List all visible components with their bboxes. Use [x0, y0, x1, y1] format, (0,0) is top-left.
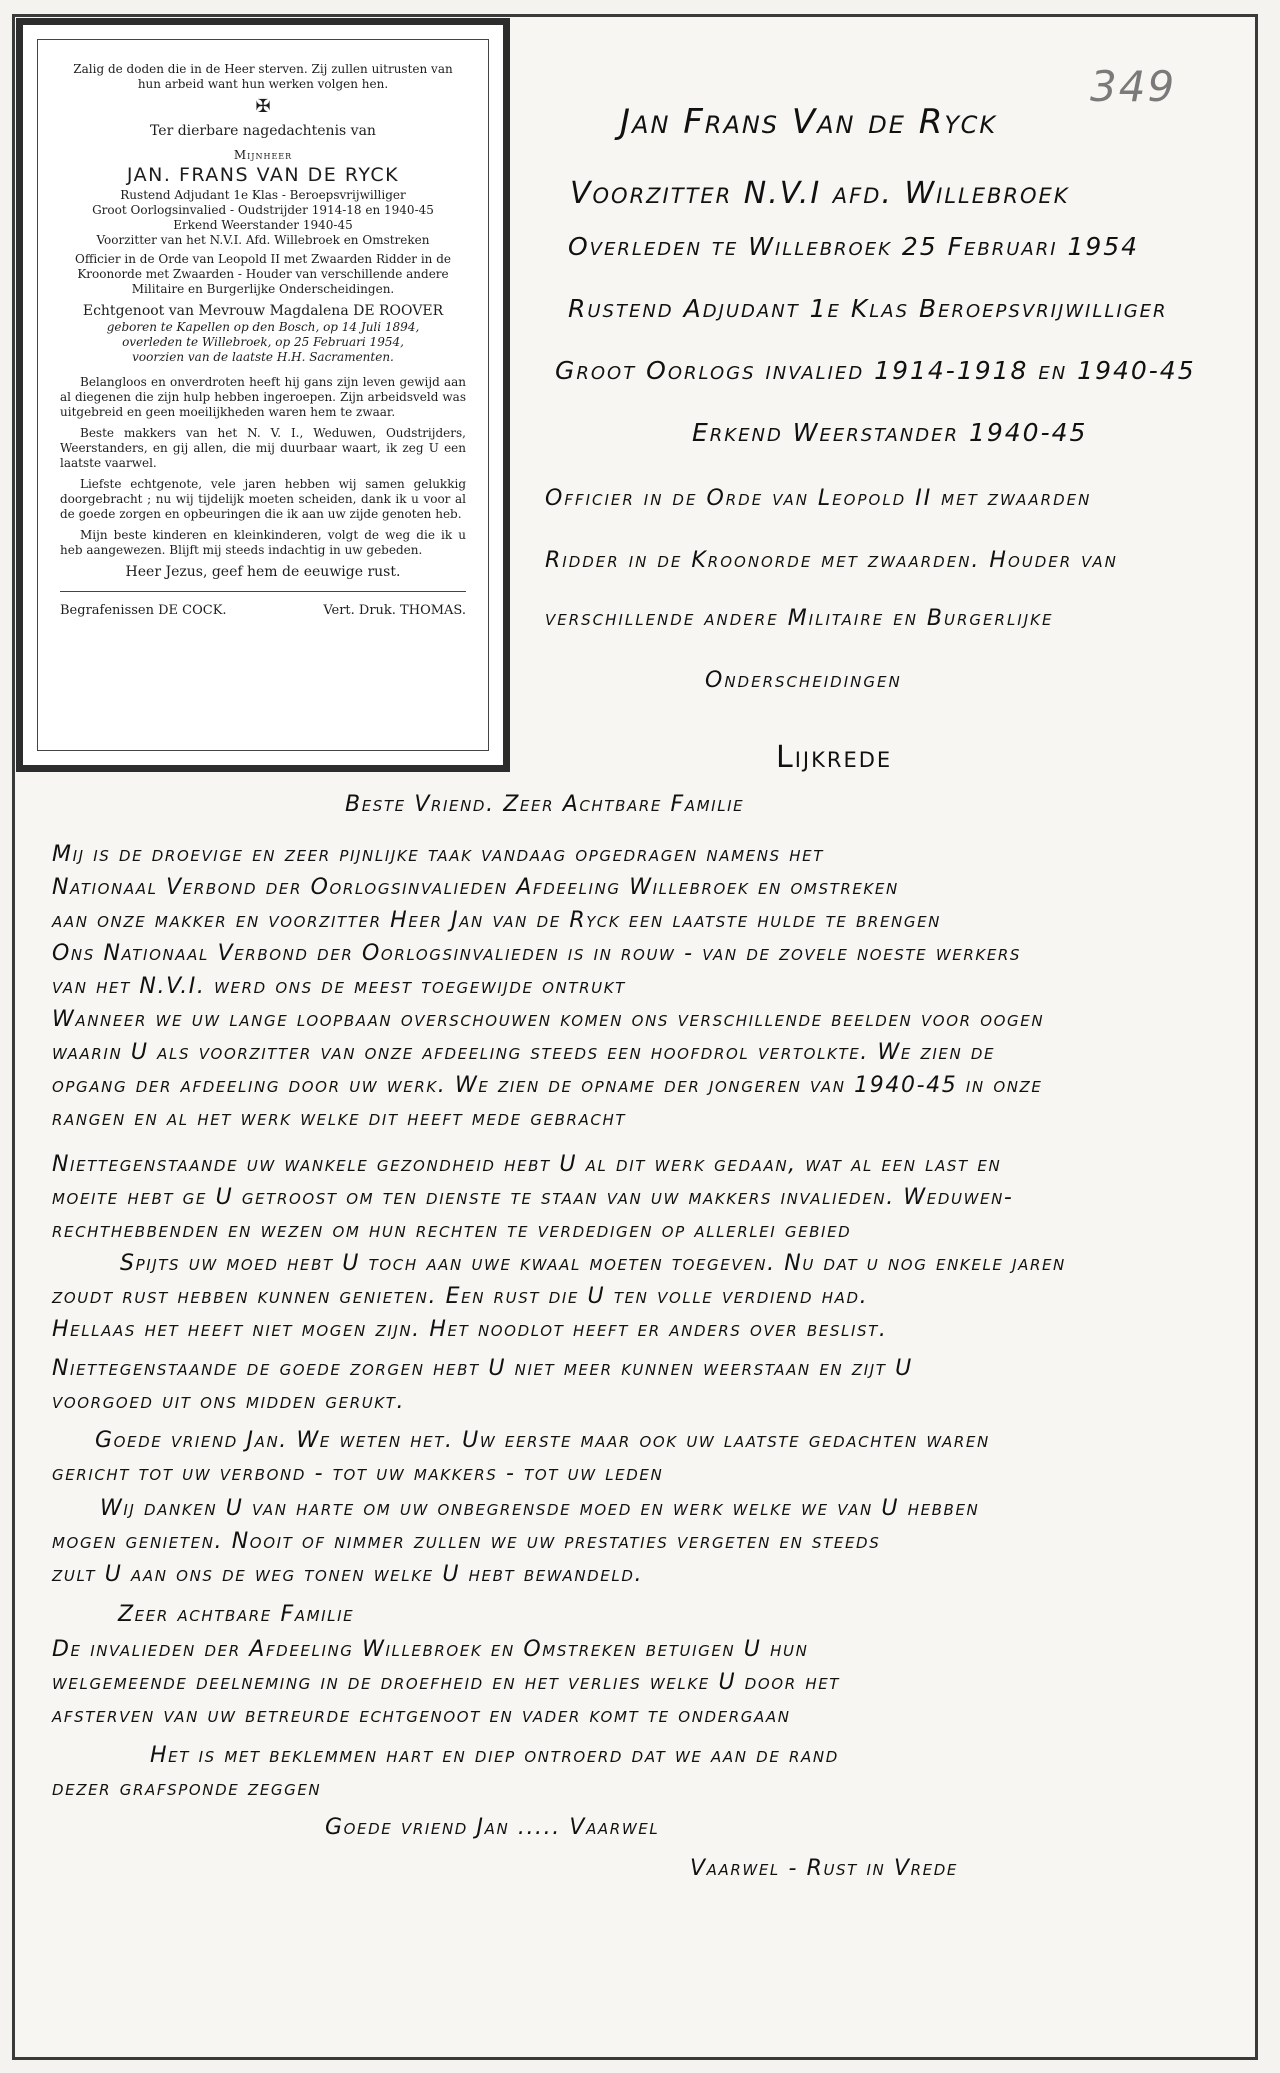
speech-line: afsterven van uw betreurde echtgenoot en vader komt te ondergaan	[52, 1703, 791, 1728]
speech-line: voorgoed uit ons midden gerukt.	[52, 1389, 406, 1414]
speech-line: moeite hebt ge U getroost om ten dienste te staan van uw makkers invalieden. Weduwen-	[52, 1185, 1014, 1210]
speech-line: Niettegenstaande uw wankele gezondheid hebt U al dit werk gedaan, wat al een last en	[52, 1152, 1002, 1177]
speech-line: Wanneer we uw lange loopbaan overschouwen komen ons verschillende beelden voor oogen	[52, 1007, 1045, 1032]
speech-line: Het is met beklemmen hart en diep ontroerd dat we aan de rand	[150, 1743, 839, 1768]
card-paragraph: Liefste echtgenote, vele jaren hebben wij samen gelukkig doorgebracht ; nu wij tijdelijk moeten scheiden, dank ik u voor al de goede zorgen en opbeuringen die ik aan uw zijde genoten heb.	[60, 477, 466, 521]
spouse: Echtgenoot van Mevrouw Magdalena DE ROOVER	[82, 303, 444, 319]
birth: geboren te Kapellen op den Bosch, op 14 Juli 1894,	[106, 320, 420, 334]
speech-line: Mij is de droevige en zeer pijnlijke taak vandaag opgedragen namens het	[52, 842, 824, 867]
speech-line: Wij danken U van harte om uw onbegrensde moed en werk welke we van U hebben	[100, 1496, 980, 1521]
speech-line: gericht tot uw verbond - tot uw makkers - tot uw leden	[52, 1461, 664, 1486]
speech-line: opgang der afdeeling door uw werk. We zien de opname der jongeren van 1940-45 in onze	[52, 1073, 1043, 1098]
rank-line: Voorzitter van het N.V.I. Afd. Willebroek en Omstreken	[96, 233, 430, 247]
memorial-card-frame	[37, 39, 489, 751]
speech-line: zult U aan ons de weg tonen welke U hebt bewandeld.	[52, 1562, 644, 1587]
rank-line: Groot Oorlogsinvalied - Oudstrijder 1914-18 en 1940-45	[92, 203, 434, 217]
card-paragraph: Belangloos en onverdroten heeft hij gans zijn leven gewijd aan al diegenen die zijn hulp hebben ingeroepen. Zijn arbeidsveld was uitgebreid en geen moeilijkheden waren hem te zwaar.	[60, 375, 466, 419]
speech-line: waarin U als voorzitter van onze afdeeling steeds een hoofdrol vertolkte. We zien de	[52, 1040, 996, 1065]
card-footer	[60, 602, 466, 619]
card-paragraph: Beste makkers van het N. V. I., Weduwen, Oudstrijders, Weerstanders, en gij allen, die mij duurbaar waart, ik zeg U een laatste vaarwel.	[60, 426, 466, 470]
card-paragraph: Mijn beste kinderen en kleinkinderen, volgt de weg die ik u heb aangewezen. Blijft mij steeds indachtig in uw gebeden.	[60, 528, 466, 557]
rank-line: Erkend Weerstander 1940-45	[173, 218, 353, 232]
speech-line: rechthebbenden en wezen om hun rechten te verdedigen op allerlei gebied	[52, 1218, 852, 1243]
speech-line: De invalieden der Afdeeling Willebroek en Omstreken betuigen U hun	[52, 1637, 809, 1662]
death: overleden te Willebroek, op 25 Februari 1954,	[122, 335, 404, 349]
speech-line: zoudt rust hebben kunnen genieten. Een rust die U ten volle verdiend had.	[52, 1284, 869, 1309]
header-line: Groot Oorlogs invalied 1914-1918 en 1940-45	[555, 356, 1196, 385]
speech-line: Beste Vriend. Zeer Achtbare Familie	[345, 792, 745, 817]
speech-line: aan onze makker en voorzitter Heer Jan van de Ryck een laatste hulde te brengen	[52, 908, 941, 933]
speech-line: Niettegenstaande de goede zorgen hebt U niet meer kunnen weerstaan en zijt U	[52, 1356, 913, 1381]
memorial-card	[16, 18, 510, 772]
rank-line: Rustend Adjudant 1e Klas - Beroepsvrijwilliger	[120, 188, 406, 202]
speech-line: Hellaas het heeft niet mogen zijn. Het noodlot heeft er anders over beslist.	[52, 1317, 888, 1342]
speech-line: van het N.V.I. werd ons de meest toegewijde ontrukt	[52, 974, 626, 999]
header-name: Jan Frans Van de Ryck	[620, 102, 998, 142]
speech-title: Lijkrede	[776, 740, 893, 775]
speech-line: mogen genieten. Nooit of nimmer zullen we uw prestaties vergeten en steeds	[52, 1529, 881, 1554]
speech-line: Vaarwel - Rust in Vrede	[690, 1856, 958, 1881]
header-line: Overleden te Willebroek 25 Februari 1954	[568, 232, 1140, 261]
header-line: Ridder in de Kroonorde met zwaarden. Houder van	[545, 548, 1118, 573]
decorations: Officier in de Orde van Leopold II met Zwaarden Ridder in de Kroonorde met Zwaarden - Houder van verschillende andere Militaire en Burgerlijke Onderscheidingen.	[74, 252, 452, 296]
header-line: Onderscheidingen	[705, 668, 902, 693]
archive-number: 349	[1090, 62, 1177, 111]
speech-line: dezer grafsponde zeggen	[52, 1776, 322, 1801]
header-line: Voorzitter N.V.I afd. Willebroek	[570, 176, 1070, 211]
honorific: Mijnheer	[233, 148, 293, 162]
cross-icon: ✠	[255, 96, 271, 117]
card-epigraph: Zalig de doden die in de Heer sterven. Zij zullen uitrusten van hun arbeid want hun werken volgen hen.	[73, 62, 453, 91]
header-line: Erkend Weerstander 1940-45	[692, 418, 1088, 447]
header-line: Rustend Adjudant 1e Klas Beroepsvrijwilliger	[568, 294, 1168, 323]
speech-line: welgemeende deelneming in de droefheid en het verlies welke U door het	[52, 1670, 841, 1695]
speech-line: rangen en al het werk welke dit heeft mede gebracht	[52, 1106, 627, 1131]
header-line: Officier in de Orde van Leopold II met zwaarden	[545, 486, 1092, 511]
speech-line: Zeer achtbare Familie	[118, 1602, 355, 1627]
memorial-intro: Ter dierbare nagedachtenis van	[150, 123, 376, 139]
sacraments: voorzien van de laatste H.H. Sacramenten.	[132, 350, 394, 364]
header-line: verschillende andere Militaire en Burgerlijke	[545, 606, 1054, 631]
undertaker: Begrafenissen DE COCK.	[60, 603, 227, 618]
speech-line: Spijts uw moed hebt U toch aan uwe kwaal moeten toegeven. Nu dat u nog enkele jaren	[120, 1251, 1066, 1276]
speech-line: Nationaal Verbond der Oorlogsinvalieden Afdeeling Willebroek en omstreken	[52, 875, 899, 900]
speech-line: Goede vriend Jan. We weten het. Uw eerste maar ook uw laatste gedachten waren	[95, 1428, 990, 1453]
printer: Vert. Druk. THOMAS.	[323, 603, 466, 618]
speech-line: Goede vriend Jan ..... Vaarwel	[325, 1815, 660, 1840]
prayer: Heer Jezus, geef hem de eeuwige rust.	[125, 564, 401, 580]
deceased-name: JAN. FRANS VAN DE RYCK	[126, 164, 400, 186]
speech-line: Ons Nationaal Verbond der Oorlogsinvalieden is in rouw - van de zovele noeste werkers	[52, 941, 1022, 966]
